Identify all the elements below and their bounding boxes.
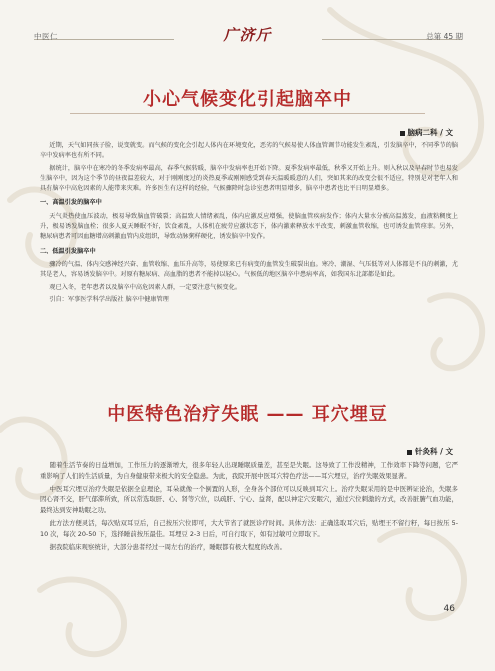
article2-body (40, 460, 458, 554)
article2-paragraph: 中医耳穴埋豆治疗失眠是依据全息理论，耳朵就像一个倒置的人形，全身各个部位可以反映到耳穴上。治疗失眠采用的是中医辨证论治，失眠多因心肾不交，肝气郁滞所致，所以常选取肝、心、肾等穴位，以疏肝、宁心、益肾，配以神定穴安眠穴，通过穴位刺激的方式，改善脏腑气血功能，最终达到安神助眠之功。 (40, 484, 458, 515)
article1-paragraph: 近期，天气如同孩子脸，说变就变。而气候的变化会引起人体内在环境变化，恶劣的气候易使人体血管调节功能发生紊乱，引发脑卒中，不同季节的脑卒中发病率也有所不同。 (40, 142, 458, 160)
article2-paragraph: 随着生活节奏的日益增加，工作压力的逐渐增大，很多年轻人出现睡眠质量差，甚至是失眠。这导致了工作没精神，工作效率下降等问题，它严重影响了人们的生活质量，为自身健康带来极大的安全隐患。为此，我院开展中医耳穴特色疗法——耳穴埋豆，治疗失眠效果显著。 (40, 461, 458, 480)
article1-section1-title: 一、高温引发的脑卒中 (40, 199, 102, 207)
article1-section2-title: 二、低温引发脑卒中 (40, 247, 96, 255)
page-header (0, 22, 495, 62)
article1-author-text: 脑病二科 / 文 (407, 128, 453, 137)
article1-section2-text: 骤冷的气温、体内交感神经兴奋、血管收缩、血压升高等，易使原来已有病变的血管发生破裂出血。寒冷、潮湿、气压低等对人体都是不良的刺激，尤其是老人，容易诱发脑卒中。对原有糖尿病、高血脂的患者不能掉以轻心。气候低的地区脑卒中患病率高，如我国东北部都是如此。 (40, 260, 458, 279)
article1-section1-text: 天气炎热使血压波动，极易导致脑血管破裂；高温致人情绪紊乱，体内应激反应增强，使脑血管疾病发作；体内大量水分被高温蒸发，血液粘稠度上升，极易诱发脑血栓；很多人夏天睡眠不好，饮食紊乱，人体机在疲劳应激状态下，体内激素释放水平改变，刺激血管收缩，也可诱发血管痉挛。另外，糖尿病患者可因血糖增高刺激血管内皮组织，导致动脉粥样硬化，诱发脑卒中发作。 (40, 212, 458, 241)
header-column-title: 广济斤 (223, 26, 272, 44)
header-issue-number: 总第 45 期 (426, 32, 463, 41)
article1-author (400, 127, 453, 138)
article1-reference: 引自：军事医学科学出版社 脑卒中健康管理 (49, 295, 169, 303)
article1-paragraph: 据统计，脑卒中在寒冷的冬季发病率最高，春季气候转暖，脑卒中发病率也开始下降。夏季发病率最低，秋季又开始上升。则入秋以及早春时节也易发生脑卒中，因为这个季节的昼夜温差较大，对于刚刚度过的炎热夏季或刚刚感受到春天温暖暖意的人们，突如其来的改变会很不适应，特别是对老年人和具有脑卒中高危因素的人能带来灾难。许多医生有这样的经验，气候骤降时急诊室患者明显增多，脑卒中患者也比平日明显增多。 (40, 164, 458, 193)
bullet-square-icon (407, 450, 412, 455)
article2-paragraph: 此方法方便灵活，每次贴双耳豆后，自己按压穴位即可，大大节省了就医诊疗时间。具体方法：正确选取耳穴后，贴埋王不留行籽，每日按压 5-10 次，每次 20-50 下，选择睡前按压最佳。耳埋豆 2-3 日后，可自行取下，如有过敏可立即取下。 (40, 518, 458, 538)
bullet-square-icon (400, 131, 405, 136)
article2-paragraph: 据我院临床观察统计，大部分患者经过一周左右的治疗，睡眠都有极大程度的改善。 (49, 542, 287, 551)
page-number: 46 (443, 604, 455, 614)
header-section-label: 中医仁 (34, 32, 58, 41)
article2-title: 中医特色治疗失眠 —— 耳穴埋豆 (107, 404, 388, 425)
article2-author (407, 446, 453, 457)
article1-title: 小心气候变化引起脑卒中 (143, 89, 352, 110)
article1-closing: 观已入冬，老年患者以及脑卒中高危因素人群，一定要注意气候变化。 (49, 283, 242, 291)
article1-title-rule (70, 113, 425, 114)
article2-author-text: 针灸科 / 文 (415, 447, 453, 456)
article1-body (40, 141, 458, 307)
